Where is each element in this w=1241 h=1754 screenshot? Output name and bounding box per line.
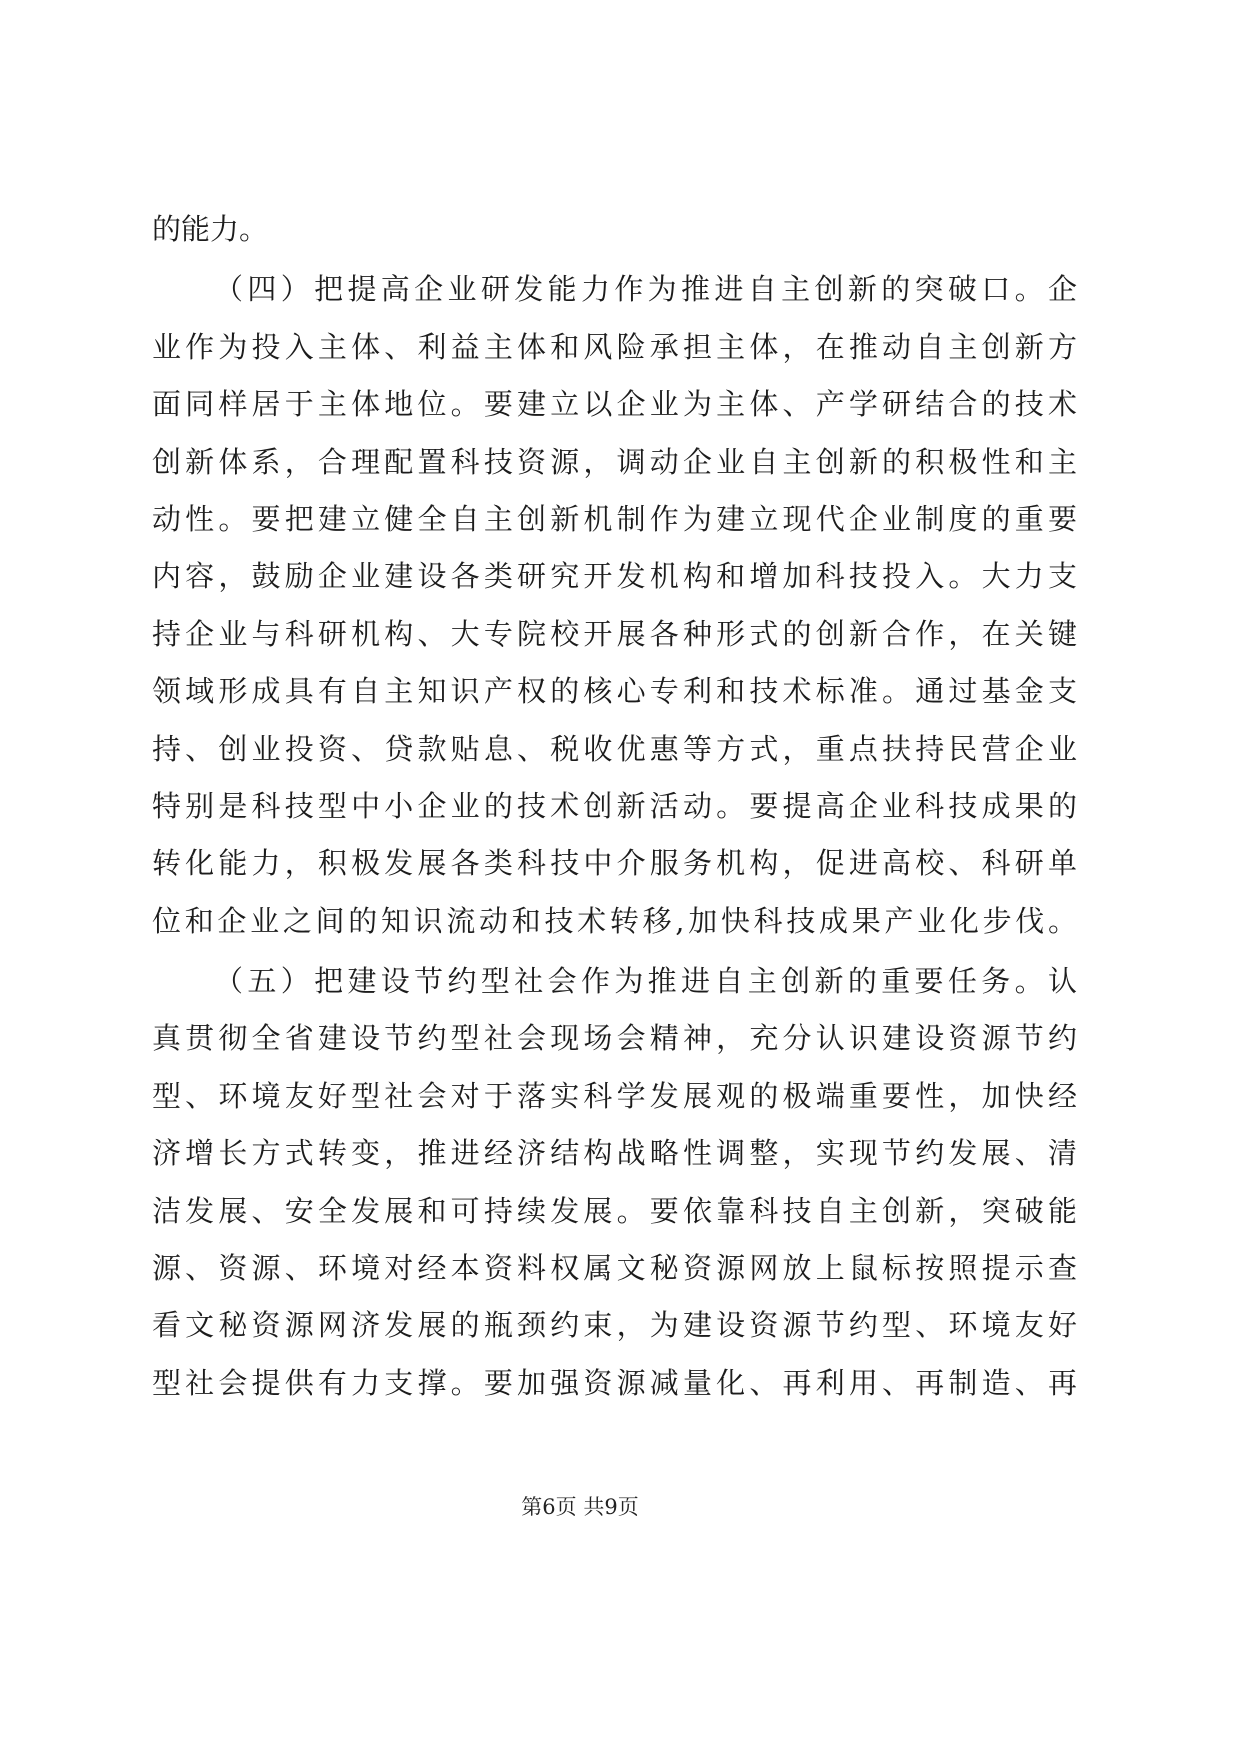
text-line: 持、创业投资、贷款贴息、税收优惠等方式，重点扶持民营企业 [152,731,1077,766]
body-text [152,201,1077,1412]
text-line: 真贯彻全省建设节约型社会现场会精神，充分认识建设资源节约 [152,1021,1077,1056]
text-line: 创新体系，合理配置科技资源，调动企业自主创新的积极性和主 [152,444,1077,479]
text-line: 内容，鼓励企业建设各类研究开发机构和增加科技投入。大力支 [152,559,1077,594]
text-line: 看文秘资源网济发展的瓶颈约束，为建设资源节约型、环境友好 [152,1308,1077,1343]
paragraph-continuation [152,201,1077,258]
text-line: 型社会提供有力支撑。要加强资源减量化、再利用、再制造、再 [152,1365,1077,1400]
page-number-label: 第6页 共9页 [521,1495,639,1519]
text-line: 型、环境友好型社会对于落实科学发展观的极端重要性，加快经 [152,1078,1077,1113]
text-line: （五）把建设节约型社会作为推进自主创新的重要任务。认 [214,964,1077,999]
text-line: 特别是科技型中小企业的技术创新活动。要提高企业科技成果的 [152,788,1077,823]
page-footer [0,1492,1160,1522]
text-line: 领域形成具有自主知识产权的核心专利和技术标准。通过基金支 [152,674,1077,709]
text-line: 持企业与科研机构、大专院校开展各种形式的创新合作，在关键 [152,616,1077,651]
text-line: 位和企业之间的知识流动和技术转移,加快科技成果产业化步伐。 [152,903,1077,938]
text-line: 济增长方式转变，推进经济结构战略性调整，实现节约发展、清 [152,1136,1077,1171]
text-line: 的能力。 [152,212,269,246]
text-line: 转化能力，积极发展各类科技中介服务机构，促进高校、科研单 [152,846,1077,881]
text-line: 动性。要把建立健全自主创新机制作为建立现代企业制度的重要 [152,501,1077,536]
text-line: （四）把提高企业研发能力作为推进自主创新的突破口。企 [214,272,1077,307]
text-line: 业作为投入主体、利益主体和风险承担主体，在推动自主创新方 [152,329,1077,364]
text-line: 源、资源、环境对经本资料权属文秘资源网放上鼠标按照提示查 [152,1251,1077,1286]
text-line: 洁发展、安全发展和可持续发展。要依靠科技自主创新，突破能 [152,1193,1077,1228]
paragraph-section-5 [152,953,1077,1412]
paragraph-section-4 [152,261,1077,950]
text-line: 面同样居于主体地位。要建立以企业为主体、产学研结合的技术 [152,387,1077,422]
